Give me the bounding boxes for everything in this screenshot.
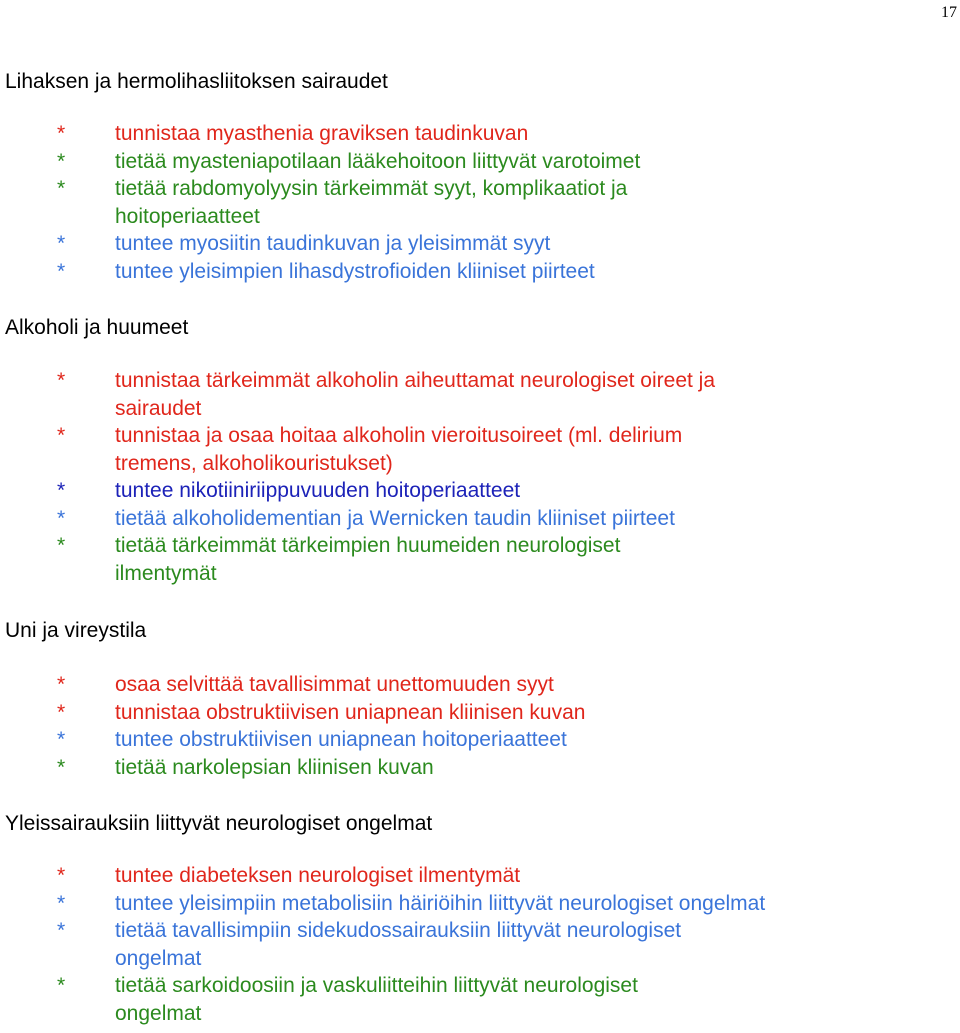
list-item-text: tietää myasteniapotilaan lääkehoitoon liittyvät varotoimet bbox=[115, 149, 641, 173]
asterisk-bullet: * bbox=[57, 974, 66, 997]
list-item bbox=[0, 505, 960, 533]
list-item-text: tunnistaa tärkeimmät alkoholin aiheuttamat neurologiset oireet ja bbox=[115, 369, 716, 392]
list-item-text: tremens, alkoholikouristukset) bbox=[115, 451, 393, 475]
asterisk-bullet: * bbox=[57, 259, 66, 283]
list-item-text: tietää sarkoidoosiin ja vaskuliitteihin liittyvät neurologiset bbox=[115, 974, 638, 997]
list-item-text: tuntee diabeteksen neurologiset ilmentymät bbox=[115, 864, 521, 887]
asterisk-bullet: * bbox=[57, 177, 66, 200]
list-item-text: tuntee nikotiiniriippuvuuden hoitoperiaatteet bbox=[115, 479, 521, 502]
asterisk-bullet: * bbox=[57, 479, 66, 502]
asterisk-bullet: * bbox=[57, 232, 66, 255]
list-item-text: tuntee myosiitin taudinkuvan ja yleisimmät syyt bbox=[115, 232, 551, 255]
bullet-list bbox=[0, 671, 960, 781]
list-item bbox=[0, 532, 960, 587]
asterisk-bullet: * bbox=[57, 673, 66, 696]
list-item bbox=[0, 477, 960, 505]
list-item bbox=[0, 422, 960, 477]
list-item-text: tuntee yleisimpiin metabolisiin häiriöihin liittyvät neurologiset ongelmat bbox=[115, 891, 766, 915]
list-item bbox=[0, 726, 960, 754]
bullet-list bbox=[0, 367, 960, 587]
bullet-list bbox=[0, 862, 960, 1027]
list-item bbox=[0, 148, 960, 176]
list-item bbox=[0, 258, 960, 286]
list-item bbox=[0, 671, 960, 699]
list-item bbox=[0, 862, 960, 890]
asterisk-bullet: * bbox=[57, 506, 66, 530]
list-item-text: ongelmat bbox=[115, 946, 202, 970]
list-item bbox=[0, 699, 960, 727]
list-item-text: tunnistaa myasthenia graviksen taudinkuvan bbox=[115, 122, 529, 145]
asterisk-bullet: * bbox=[57, 700, 66, 724]
asterisk-bullet: * bbox=[57, 534, 66, 557]
asterisk-bullet: * bbox=[57, 424, 66, 447]
list-item-text: hoitoperiaatteet bbox=[115, 204, 260, 228]
asterisk-bullet: * bbox=[57, 919, 66, 942]
list-item bbox=[0, 917, 960, 972]
section-heading: Lihaksen ja hermolihasliitoksen sairaudet bbox=[5, 70, 388, 93]
list-item bbox=[0, 754, 960, 782]
asterisk-bullet: * bbox=[57, 369, 66, 392]
asterisk-bullet: * bbox=[57, 149, 66, 173]
list-item-text: sairaudet bbox=[115, 396, 202, 420]
list-item-text: ongelmat bbox=[115, 1001, 202, 1025]
section-heading: Alkoholi ja huumeet bbox=[5, 316, 189, 339]
bullet-list bbox=[0, 120, 960, 285]
list-item-text: tietää alkoholidementian ja Wernicken taudin kliiniset piirteet bbox=[115, 506, 675, 530]
list-item-text: osaa selvittää tavallisimmat unettomuuden syyt bbox=[115, 673, 554, 696]
list-item-text: tietää rabdomyolyysin tärkeimmät syyt, komplikaatiot ja bbox=[115, 177, 628, 200]
asterisk-bullet: * bbox=[57, 755, 66, 779]
section-heading: Yleissairauksiin liittyvät neurologiset ongelmat bbox=[5, 812, 433, 835]
list-item-text: tuntee yleisimpien lihasdystrofioiden kliiniset piirteet bbox=[115, 259, 595, 283]
page-number: 17 bbox=[941, 4, 957, 21]
list-item bbox=[0, 175, 960, 230]
list-item-text: tietää tärkeimmät tärkeimpien huumeiden neurologiset bbox=[115, 534, 621, 557]
list-item-text: tietää narkolepsian kliinisen kuvan bbox=[115, 755, 434, 779]
list-item-text: tunnistaa obstruktiivisen uniapnean kliinisen kuvan bbox=[115, 700, 586, 724]
list-item bbox=[0, 972, 960, 1027]
section-heading: Uni ja vireystila bbox=[5, 619, 147, 642]
list-item-text: tuntee obstruktiivisen uniapnean hoitoperiaatteet bbox=[115, 728, 567, 751]
list-item-text: tietää tavallisimpiin sidekudossairauksiin liittyvät neurologiset bbox=[115, 919, 682, 942]
list-item bbox=[0, 230, 960, 258]
list-item bbox=[0, 367, 960, 422]
list-item-text: tunnistaa ja osaa hoitaa alkoholin vieroitusoireet (ml. delirium bbox=[115, 424, 683, 447]
asterisk-bullet: * bbox=[57, 122, 66, 145]
list-item-text: ilmentymät bbox=[115, 561, 217, 585]
asterisk-bullet: * bbox=[57, 891, 66, 915]
list-item bbox=[0, 890, 960, 918]
asterisk-bullet: * bbox=[57, 864, 66, 887]
list-item bbox=[0, 120, 960, 148]
asterisk-bullet: * bbox=[57, 728, 66, 751]
